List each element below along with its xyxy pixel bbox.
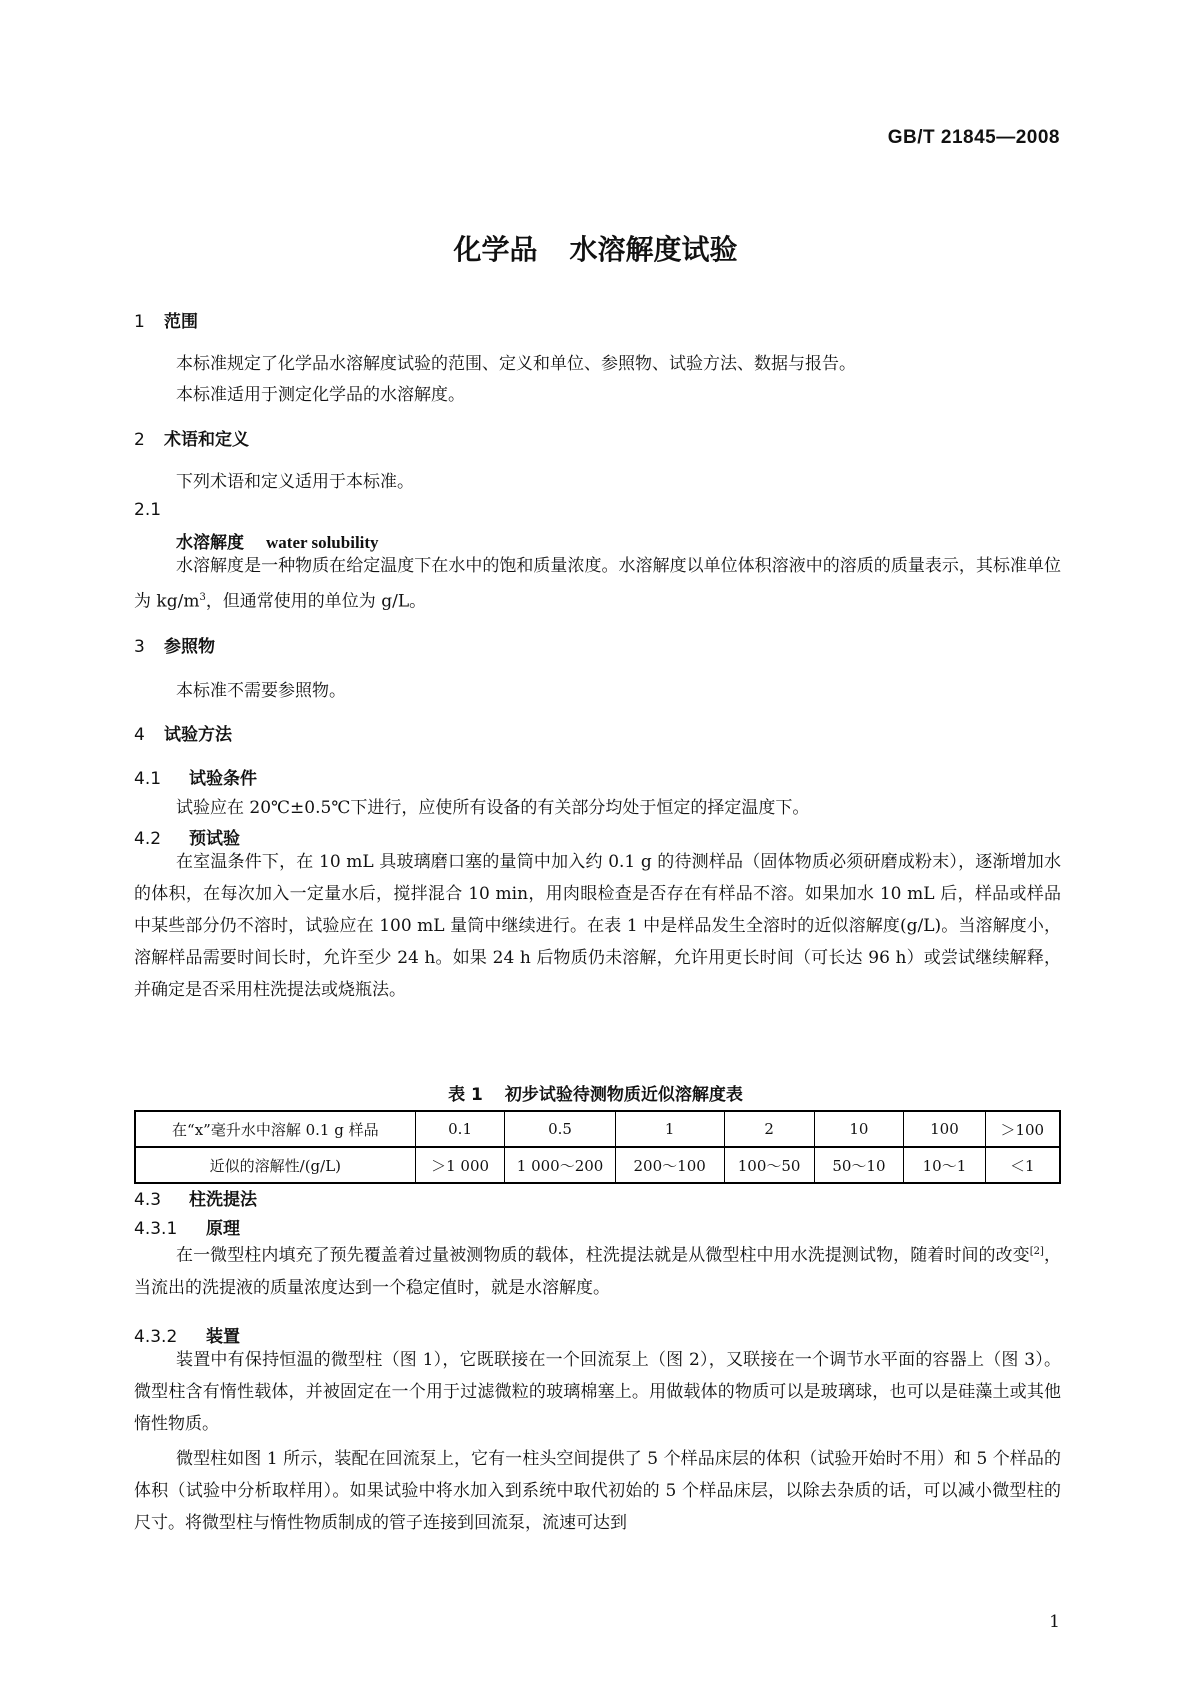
clause-4-2-heading: 4.2 预试验 [134,829,240,849]
section-1-heading: 1 范围 [134,312,198,332]
table-cell: 1 [615,1111,724,1147]
table-cell: 1 000～200 [505,1147,615,1183]
clause-4-3-1-heading: 4.3.1 原理 [134,1219,240,1239]
clause-4-1-heading: 4.1 试验条件 [134,769,257,789]
table-cell: ＜1 [985,1147,1060,1183]
standard-code: GB/T 21845—2008 [887,127,1060,148]
table-cell: 0.1 [415,1111,505,1147]
table-row [135,1147,1060,1183]
clause-4-3-2-para-1: 装置中有保持恒温的微型柱（图 1），它既联接在一个回流泵上（图 2），又联接在一个调节水平面的容器上（图 3）。微型柱含有惰性载体，并被固定在一个用于过滤微粒的玻璃棉塞上。用做载体的物质可以是玻璃球，也可以是硅藻土或其他惰性物质。 [134,1350,1061,1434]
table-cell: 10 [814,1111,904,1147]
section-2-heading: 2 术语和定义 [134,430,249,450]
clause-4-2-text: 在室温条件下，在 10 mL 具玻璃磨口塞的量筒中加入约 0.1 g 的待测样品（固体物质必须研磨成粉末），逐渐增加水的体积，在每次加入一定量水后，搅拌混合 10 min，用肉眼检查是否存在有样品不溶。如果加水 10 mL 后，样品或样品中某些部分仍不溶时，试验应在 100 mL 量筒中继续进行。在表 1 中是样品发生全溶时的近似溶解度(g/L)。当溶解度小，溶解样品需要时间长时，允许至少 24 h。如果 24 h 后物质仍未溶解，允许用更长时间（可长达 96 h）或尝试继续解释，并确定是否采用柱洗提法或烧瓶法。 [134,852,1061,1000]
clause-4-3-heading: 4.3 柱洗提法 [134,1190,257,1210]
section-2-para-1: 下列术语和定义适用于本标准。 [176,472,414,492]
clause-2-1-number: 2.1 [134,500,162,520]
table-cell: 100～50 [724,1147,814,1183]
section-4-heading: 4 试验方法 [134,725,232,745]
title-part-1: 化学品 [453,233,538,266]
table-cell: 50～10 [814,1147,904,1183]
solubility-table [134,1110,1061,1184]
clause-4-3-2-para-2: 微型柱如图 1 所示，装配在回流泵上，它有一柱头空间提供了 5 个样品床层的体积（试验开始时不用）和 5 个样品的体积（试验中分析取样用）。如果试验中将水加入到系统中取代初始的 5 个样品床层，以除去杂质的话，可以减小微型柱的尺寸。将微型柱与惰性物质制成的管子连接到回流泵，流速可达到 [134,1449,1061,1533]
table-1-caption: 表 1 初步试验待测物质近似溶解度表 [448,1085,743,1105]
clause-4-3-1-text: 在一微型柱内填充了预先覆盖着过量被测物质的载体，柱洗提法就是从微型柱中用水洗提测试物，随着时间的改变[2]，当流出的洗提液的质量浓度达到一个稳定值时，就是水溶解度。 [134,1245,1062,1298]
table-cell: ＞100 [985,1111,1060,1147]
table-cell: 200～100 [615,1147,724,1183]
table-cell: ＞1 000 [415,1147,505,1183]
clause-4-1-text: 试验应在 20℃±0.5℃下进行，应使所有设备的有关部分均处于恒定的择定温度下。 [176,798,810,818]
page-number: 1 [1049,1612,1060,1632]
title-part-2: 水溶解度试验 [569,233,738,266]
section-1-para-2: 本标准适用于测定化学品的水溶解度。 [176,385,465,405]
term-english: water solubility [266,533,379,552]
table-cell: 0.5 [505,1111,615,1147]
row-1-label: 在“x”毫升水中溶解 0.1 g 样品 [135,1111,415,1147]
term-chinese: 水溶解度 [176,533,244,553]
section-3-heading: 3 参照物 [134,637,215,657]
table-cell: 10～1 [904,1147,985,1183]
section-1-para-1: 本标准规定了化学品水溶解度试验的范围、定义和单位、参照物、试验方法、数据与报告。 [176,354,856,374]
term-definition: 水溶解度是一种物质在给定温度下在水中的饱和质量浓度。水溶解度以单位体积溶液中的溶质的质量表示，其标准单位为 $kg/m^3$，但通常使用的单位为 g/L。 [134,556,1061,612]
table-cell: 100 [904,1111,985,1147]
table-cell: 2 [724,1111,814,1147]
row-2-label: 近似的溶解性/(g/L) [135,1147,415,1183]
document-title [0,228,1191,268]
clause-4-3-2-heading: 4.3.2 装置 [134,1327,240,1347]
table-row [135,1111,1060,1147]
section-3-para-1: 本标准不需要参照物。 [176,681,346,701]
